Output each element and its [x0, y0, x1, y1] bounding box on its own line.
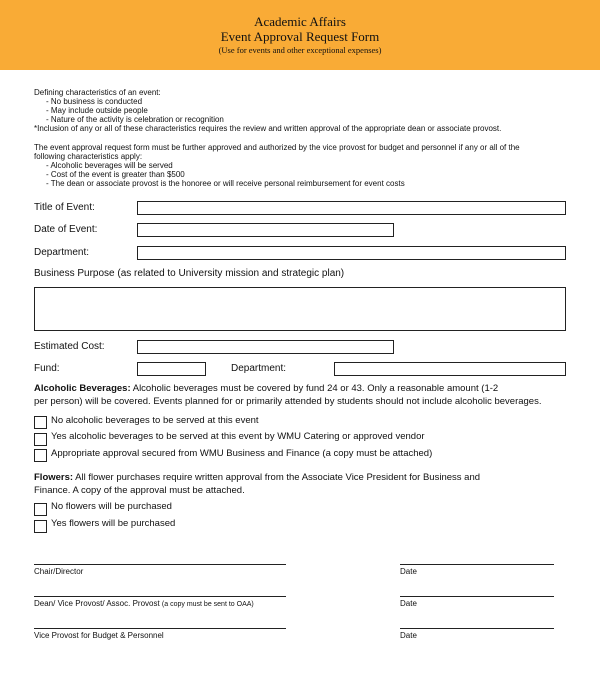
- intro-approval: [34, 143, 520, 188]
- chair-date-line[interactable]: [400, 564, 554, 565]
- page-title: Event Approval Request Form: [220, 29, 380, 44]
- alcohol-heading: Alcoholic Beverages:: [34, 383, 131, 394]
- dean-signature-line[interactable]: [34, 596, 286, 597]
- no-alcohol-label: No alcoholic beverages to be served at this event: [51, 415, 259, 426]
- date-label: Date: [400, 631, 417, 640]
- dean-label-text: Dean/ Vice Provost/ Assoc. Provost: [34, 599, 162, 608]
- no-flowers-label: No flowers will be purchased: [51, 501, 172, 512]
- flowers-text: All flower purchases require written approval from the Associate Vice President for Business and: [73, 472, 481, 483]
- chair-signature-line[interactable]: [34, 564, 286, 565]
- department-input[interactable]: [137, 246, 566, 260]
- intro-line: - Alcoholic beverages will be served: [46, 161, 173, 170]
- intro-line: - Cost of the event is greater than $500: [46, 170, 185, 179]
- date-label: Date: [400, 567, 417, 576]
- cost-input[interactable]: [137, 340, 394, 354]
- dean-label-note: (a copy must be sent to OAA): [161, 601, 254, 608]
- vp-signature-line[interactable]: [34, 628, 286, 629]
- intro-characteristics: [34, 88, 501, 133]
- title-label: Title of Event:: [34, 202, 95, 213]
- intro-line: - The dean or associate provost is the honoree or will receive personal reimbursement for event costs: [46, 179, 405, 188]
- yes-flowers-checkbox[interactable]: [34, 520, 47, 533]
- alcohol-text: Alcoholic beverages must be covered by fund 24 or 43. Only a reasonable amount (1-2: [130, 383, 499, 394]
- purpose-label: Business Purpose (as related to University mission and strategic plan): [34, 268, 345, 279]
- yes-alcohol-checkbox[interactable]: [34, 433, 47, 446]
- dean-signature-label: [34, 599, 254, 609]
- date-label: Date of Event:: [34, 224, 98, 235]
- header-subtitle: (Use for events and other exceptional expenses): [218, 45, 382, 55]
- fund-label: Fund:: [34, 363, 60, 374]
- department2-label: Department:: [231, 363, 287, 374]
- approval-secured-label: Appropriate approval secured from WMU Business and Finance (a copy must be attached): [51, 448, 433, 459]
- date-input[interactable]: [137, 223, 394, 237]
- vp-signature-label: Vice Provost for Budget & Personnel: [34, 631, 164, 640]
- no-alcohol-checkbox[interactable]: [34, 416, 47, 429]
- approval-secured-checkbox[interactable]: [34, 449, 47, 462]
- no-flowers-checkbox[interactable]: [34, 503, 47, 516]
- chair-signature-label: Chair/Director: [34, 567, 84, 576]
- date-label: Date: [400, 599, 417, 608]
- flowers-heading: Flowers:: [34, 472, 74, 483]
- header-org: Academic Affairs: [254, 14, 346, 29]
- title-input[interactable]: [137, 201, 566, 215]
- department-label: Department:: [34, 247, 90, 258]
- yes-flowers-label: Yes flowers will be purchased: [51, 518, 176, 529]
- intro-line: - May include outside people: [46, 106, 148, 115]
- flowers-text: Finance. A copy of the approval must be attached.: [34, 484, 245, 496]
- yes-alcohol-label: Yes alcoholic beverages to be served at this event by WMU Catering or approved vendor: [51, 431, 425, 442]
- alcohol-notice: [34, 383, 542, 408]
- intro-line: following characteristics apply:: [34, 152, 143, 161]
- cost-label: Estimated Cost:: [34, 341, 105, 352]
- department2-input[interactable]: [334, 362, 566, 376]
- vp-date-line[interactable]: [400, 628, 554, 629]
- intro-line: - Nature of the activity is celebration or recognition: [46, 115, 224, 124]
- intro-line: - No business is conducted: [46, 97, 143, 106]
- fund-input[interactable]: [137, 362, 206, 376]
- flowers-notice: [34, 472, 480, 497]
- intro-line: The event approval request form must be further approved and authorized by the vice provost for budget and personnel if any or all of the: [34, 143, 520, 152]
- intro-line: Defining characteristics of an event:: [34, 88, 161, 97]
- purpose-textarea[interactable]: [34, 287, 566, 331]
- intro-line: *Inclusion of any or all of these characteristics requires the review and written approval of the appropriate dean or associate provost.: [34, 124, 502, 133]
- alcohol-text: per person) will be covered. Events planned for or primarily attended by students should not include alcoholic beverages.: [34, 395, 542, 407]
- dean-date-line[interactable]: [400, 596, 554, 597]
